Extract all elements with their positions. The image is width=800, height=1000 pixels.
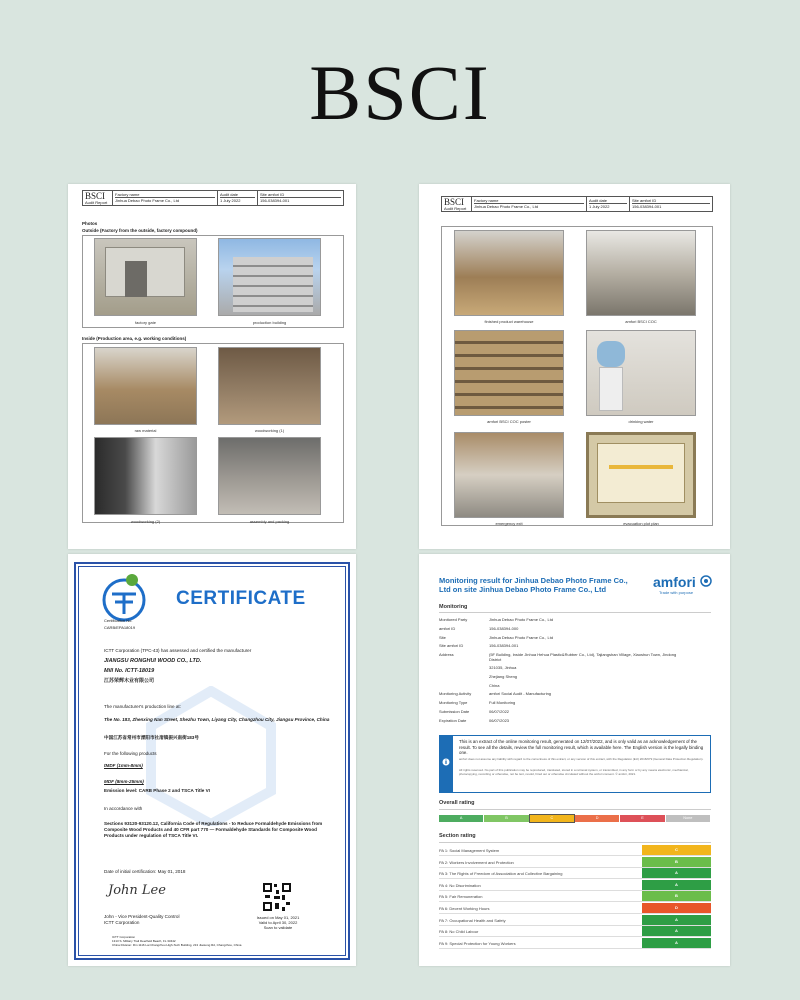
caption-raw-material: raw material [134, 428, 157, 433]
monitoring-row-key: Monitoring Activity [439, 691, 472, 697]
section-rating-row [439, 880, 711, 891]
cert-sections: Sections 93120-93120.12, California Code of Regulations - to Reduce Formaldehyde Emissions from Composite Wood Products and 40 CFR part 770 — Formaldehyde Standards for Composite Wood Products under regulation of TSCA Title VI. [104, 821, 323, 839]
cert-company-cn: 江苏荣辉木业有限公司 [104, 678, 155, 684]
monitoring-row-value: amfori Social Audit - Manufacturing [489, 691, 552, 697]
overall-rating-e: E [620, 815, 664, 822]
warehouse-photo [454, 230, 564, 316]
section-grade-badge: A [642, 926, 711, 936]
audit-photos-page-1 [68, 184, 356, 549]
monitoring-heading: Monitoring [439, 604, 468, 610]
monitoring-row-value: Full Monitoring [489, 700, 516, 706]
cert-no: CARB/EPA18019 [104, 625, 136, 630]
woodworking-1-photo [218, 347, 321, 425]
site-label: Site amfori ID [260, 192, 341, 198]
monitoring-row-value: Jinhua Debao Photo Frame Co., Ltd [489, 634, 554, 640]
cert-footer-3: China Division: Rm 1116 Lai Changzhou High-Tech Building, 213 Jiaotong Rd, Changzhou, China [112, 943, 242, 947]
section-grade-badge: B [642, 857, 711, 867]
woodworking-2-photo [94, 437, 197, 515]
monitoring-row-key: Monitoring Type [439, 700, 468, 706]
date-value-2: 1 July 2022 [589, 204, 610, 209]
caption-coc-poster: amfori BSCI COC poster [487, 419, 531, 424]
section-rating-row [439, 891, 711, 902]
monitoring-row-value: 321035, Jinhua [489, 665, 517, 670]
page-title: BSCI [309, 49, 491, 136]
cert-initial-date: Date of initial certification: May 01, 2018 [104, 869, 186, 874]
caption-drinking-water: drinking water [628, 419, 654, 424]
qr-code-icon [262, 882, 292, 912]
cert-footer-2: 1313 S. Military Trail Deerfield Beach, FL 33442 [112, 939, 176, 943]
drinking-water-photo [586, 330, 696, 416]
section-label: PA 1: Social Management System [439, 848, 500, 853]
section-grade-badge: A [642, 868, 711, 878]
caption-coc: amfori BSCI COC [625, 319, 657, 324]
logo-subtitle: Audit Report [85, 200, 108, 205]
bsci-logo: BSCI [85, 191, 106, 201]
monitoring-row-value: 156-038394-000 [489, 625, 519, 631]
monitoring-row-key: Address [439, 652, 454, 658]
section-rating-heading: Section rating [439, 833, 476, 839]
cert-product2: MDF (8mm-25mm) [104, 779, 144, 784]
cert-product1: tMDF (1mm-8mm) [104, 763, 143, 768]
section-grade-badge: B [642, 891, 711, 901]
date-label-2: Audit date [589, 198, 627, 204]
overall-rating-a: A [439, 815, 483, 822]
factory-label-2: Factory name [474, 198, 584, 204]
caption-factory-gate: factory gate [135, 320, 156, 325]
amfori-tagline: Trade with purpose [659, 590, 694, 595]
monitoring-row-value: 06/07/2022 [489, 709, 510, 714]
monitoring-row-key: Expiration Date [439, 717, 467, 723]
section-label: PA 2: Workers Involvement and Protection [439, 859, 514, 865]
cert-no-label: Certification No. [104, 618, 133, 623]
inside-heading: Inside (Production area, e.g. working conditions) [82, 336, 187, 341]
caption-woodworking-2: woodworking (2) [130, 519, 161, 524]
info-icon [442, 758, 450, 766]
caption-evacuation-plan: evacuation plot plan [623, 521, 659, 526]
overall-rating-c: C [530, 815, 574, 822]
ictt-certificate [68, 554, 356, 966]
section-label: PA 3: The Rights of Freedom of Association and Collective Bargaining [439, 871, 563, 877]
divider [439, 809, 711, 810]
date-value: 1 July 2022 [220, 198, 241, 203]
section-label: PA 4: No Discrimination [439, 882, 481, 888]
cert-issued: Issued on May 01, 2021 [256, 915, 300, 920]
ictt-logo-icon [100, 572, 148, 624]
monitoring-row-value: Jinhua Debao Photo Frame Co., Ltd [489, 617, 554, 622]
overall-rating-b: B [484, 815, 528, 822]
section-rating-row [439, 915, 711, 926]
site-value-2: 156-038394-001 [632, 204, 662, 209]
divider [439, 842, 711, 843]
section-grade-badge: A [642, 880, 711, 890]
section-label: PA 9: Special Protection for Young Workers [439, 940, 516, 946]
info-text: This is an extract of the online monitoring result, generated on 12/07/2022, and is only valid as an acknowledgement of the result. To see all the details, review the full monitoring result, which is available here. The English version is the legally binding one. [459, 739, 704, 756]
cert-footer-1: ICTT Corporation [112, 935, 136, 939]
monitoring-row-value: (5F Building, Inside Jinhua Hehua Plastic&Rubber Co., Ltd), Tajiangshan Village, Xiaoshun Town, Jindong District [489, 652, 677, 663]
info-box [439, 735, 711, 793]
cert-line1: ICTT Corporation (TPC-43) has assessed and certified the manufacturer [104, 648, 252, 653]
caption-emergency-exit: emergency exit [495, 521, 523, 526]
audit-header [82, 190, 344, 206]
cert-emission: Emission level: CARB Phase 2 and TSCA Title VI [104, 788, 210, 793]
divider [439, 612, 711, 613]
cert-line2: The manufacturer's production line at: [104, 704, 181, 709]
section-grade-badge: A [642, 938, 711, 948]
photos-heading: Photos [82, 221, 98, 226]
cert-scan: Scan to validate [263, 925, 293, 930]
coc-poster-photo [454, 330, 564, 416]
factory-label: Factory name [115, 192, 215, 198]
audit-photos-page-2 [419, 184, 730, 549]
raw-material-photo [94, 347, 197, 425]
monitoring-row-value: 06/07/2023 [489, 717, 510, 723]
monitoring-row-key: Submission Date [439, 709, 470, 714]
caption-warehouse: finished product warehouse [484, 319, 534, 324]
caption-woodworking-1: woodworking (1) [254, 428, 285, 433]
cert-signer-org: ICTT Corporation [104, 920, 140, 925]
cert-line3: For the following products [104, 751, 157, 756]
emergency-exit-photo [454, 432, 564, 518]
monitoring-row-key: amfori ID [439, 625, 456, 631]
section-label: PA 5: Fair Remuneration [439, 894, 483, 900]
section-label: PA 8: No Child Labour [439, 929, 479, 935]
cert-valid: Valid to April 30, 2022 [258, 920, 298, 925]
site-value: 156-038394-001 [260, 198, 290, 203]
info-small-2: All rights reserved. No part of this publication may be reproduced, translated, stored in a retrieval system, or transmitted, in any form or by any means electronic, mechanical, photocopying, recording or otherwise, not be lent, resold, hired out or otherwise circulated without the amfori consent. © amfori, 2021. [459, 768, 689, 776]
site-label-2: Site amfori ID [632, 198, 710, 204]
date-label: Audit date [220, 192, 255, 198]
overall-rating-none: None [666, 815, 710, 822]
monitoring-row-value: Zhejiang Sheng [489, 673, 518, 679]
monitoring-row-value: China [489, 682, 500, 688]
section-label: PA 7: Occupational Health and Safety [439, 917, 506, 923]
amfori-logo: amfori [653, 574, 696, 590]
section-grade-badge: D [642, 903, 711, 913]
cert-address-cn: 中国江苏省常州市溧阳市社渚镇振兴南街183号 [104, 735, 199, 740]
cert-mill: Mill No. ICTT-18019 [104, 668, 155, 674]
evacuation-plan-photo [586, 432, 696, 518]
amfori-monitoring-result [419, 554, 730, 966]
section-rating-row [439, 868, 711, 879]
section-rating-row [439, 926, 711, 937]
monitoring-row-key: Monitored Party [439, 617, 468, 622]
factory-value-2: Jinhua Debao Photo Frame Co., Ltd [474, 204, 539, 209]
certificate-title: CERTIFICATE [176, 588, 306, 609]
amfori-title: Monitoring result for Jinhua Debao Photo Frame Co., Ltd on site Jinhua Debao Photo Frame Co., Ltd [439, 576, 628, 594]
section-rating-row [439, 938, 711, 949]
cert-signer: John - Vice President-Quality Control [104, 914, 180, 919]
audit-header-2 [441, 196, 713, 212]
assembly-packing-photo [218, 437, 321, 515]
amfori-logo-icon [700, 575, 712, 587]
caption-production-building: production building [252, 320, 287, 325]
bsci-logo-2: BSCI [444, 197, 465, 207]
monitoring-row-key: Site amfori ID [439, 643, 464, 649]
section-label: PA 6: Decent Working Hours [439, 906, 490, 911]
factory-gate-photo [94, 238, 197, 316]
signature: John Lee [108, 883, 166, 898]
overall-rating-d: D [575, 815, 619, 822]
section-rating-row [439, 845, 711, 856]
outside-heading: Outside (Factory from the outside, factory compound) [82, 228, 198, 233]
cert-address: The No. 183, Zhenxing Nan Street, Shezhu Town, Liyang City, Changzhou City, Jiangsu Province, China [104, 717, 330, 722]
section-grade-badge: A [642, 915, 711, 925]
cert-accordance: In accordance with [104, 806, 143, 811]
monitoring-row-key: Site [439, 634, 446, 640]
cert-company: JIANGSU RONGHUI WOOD CO., LTD. [104, 658, 202, 664]
production-building-photo [218, 238, 321, 316]
logo-subtitle-2: Audit Report [444, 206, 467, 211]
caption-assembly-packing: assembly and packing [249, 519, 290, 524]
section-rating-row [439, 857, 711, 868]
factory-value: Jinhua Debao Photo Frame Co., Ltd [115, 198, 180, 203]
overall-rating-heading: Overall rating [439, 800, 475, 806]
info-small-1: amfori does not assume any liability with regard to the correctness of this extract, or any version of this extract, with the Regulation (EU) 2016/679 (General Data Protection Regulation). [459, 757, 704, 761]
section-grade-badge: C [642, 845, 711, 855]
coc-photo [586, 230, 696, 316]
monitoring-row-value: 156-038394-001 [489, 643, 519, 649]
section-rating-row [439, 903, 711, 914]
